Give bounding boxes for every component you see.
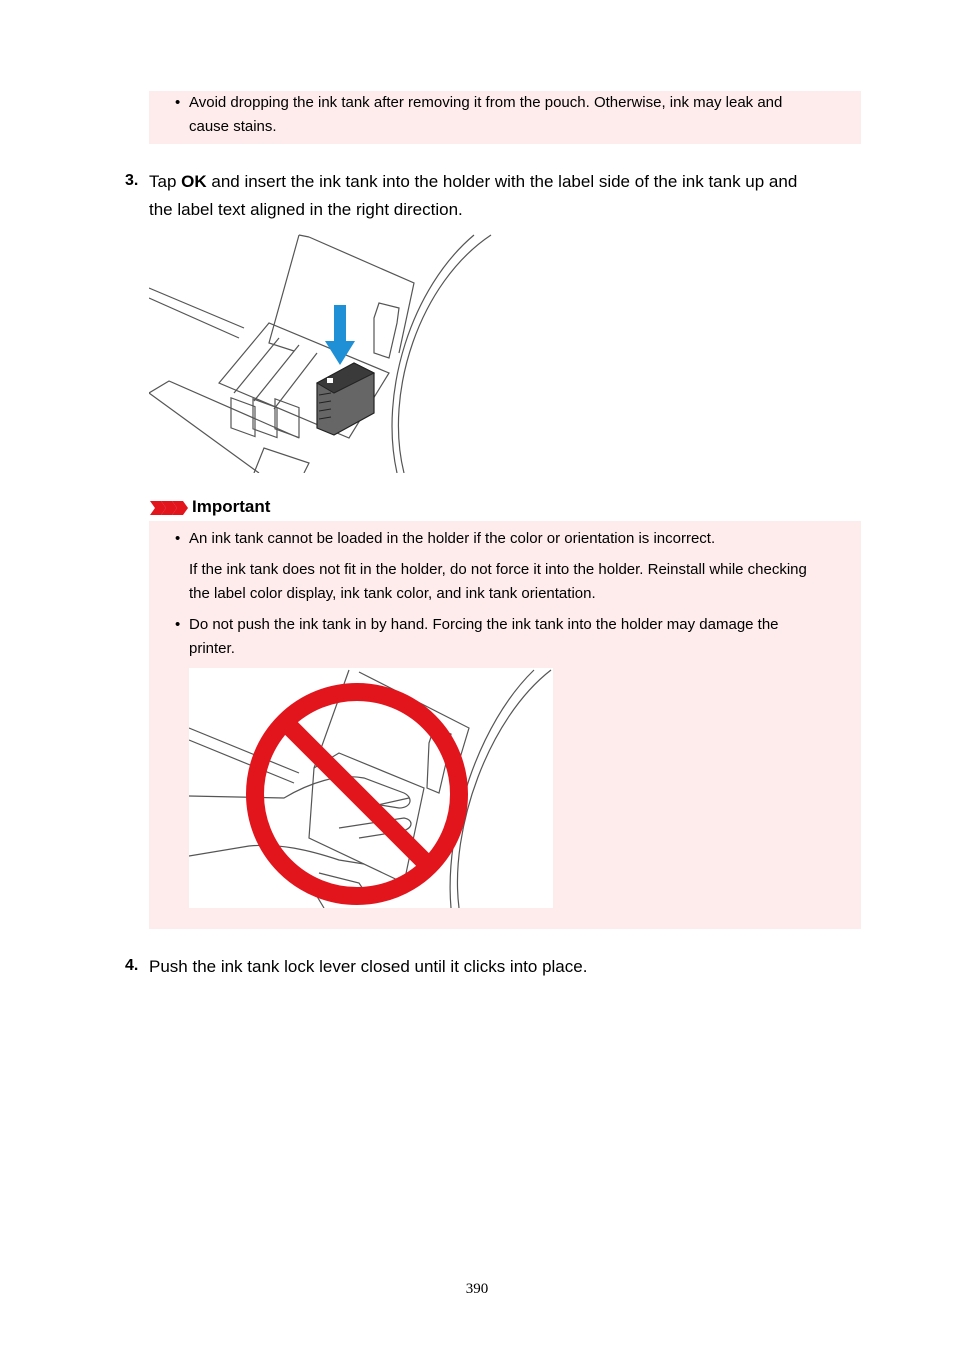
ink-tank-insertion-drawing	[149, 233, 493, 473]
black-ink-tank	[317, 363, 374, 435]
step-3-number: 3.	[125, 172, 139, 189]
step-3-line-1	[149, 168, 861, 196]
step-3-prefix: Tap	[149, 172, 182, 191]
ink-tank-insertion-illustration	[149, 233, 493, 473]
important-title: Important	[192, 497, 271, 516]
important-item-1-line-1: An ink tank cannot be loaded in the holder if the color or orientation is incorrect.	[189, 530, 716, 547]
note-line-2: cause stains.	[189, 118, 277, 135]
step-3-rest: and insert the ink tank into the holder with the label side of the ink tank up and	[206, 172, 798, 191]
bullet-dot: •	[175, 94, 181, 111]
important-item-2-line-2: printer.	[189, 640, 235, 657]
prohibited-hand-push-drawing	[189, 668, 553, 908]
important-item-2-line-1: Do not push the ink tank in by hand. Forcing the ink tank into the holder may damage the	[189, 616, 779, 633]
step-4-text: Push the ink tank lock lever closed until it clicks into place.	[149, 957, 588, 976]
step-4-number: 4.	[125, 957, 139, 974]
prohibition-sign	[255, 692, 459, 896]
step-3-line-2: the label text aligned in the right direction.	[149, 200, 463, 219]
page-number: 390	[465, 1281, 489, 1297]
step-3-text	[149, 168, 861, 224]
important-chevrons-icon	[149, 496, 189, 520]
bullet-dot: •	[175, 616, 181, 633]
insert-direction-arrow	[325, 305, 355, 365]
caution-note-box	[149, 91, 861, 144]
do-not-push-by-hand-illustration	[189, 668, 553, 908]
important-item-1-line-2: If the ink tank does not fit in the holder, do not force it into the holder. Reinstall while checking	[189, 561, 807, 578]
note-line-1: Avoid dropping the ink tank after removing it from the pouch. Otherwise, ink may leak and	[189, 94, 783, 111]
bullet-dot: •	[175, 530, 181, 547]
important-item-1-line-3: the label color display, ink tank color, and ink tank orientation.	[189, 585, 596, 602]
important-box	[149, 521, 861, 929]
ok-keyword: OK	[181, 172, 207, 191]
